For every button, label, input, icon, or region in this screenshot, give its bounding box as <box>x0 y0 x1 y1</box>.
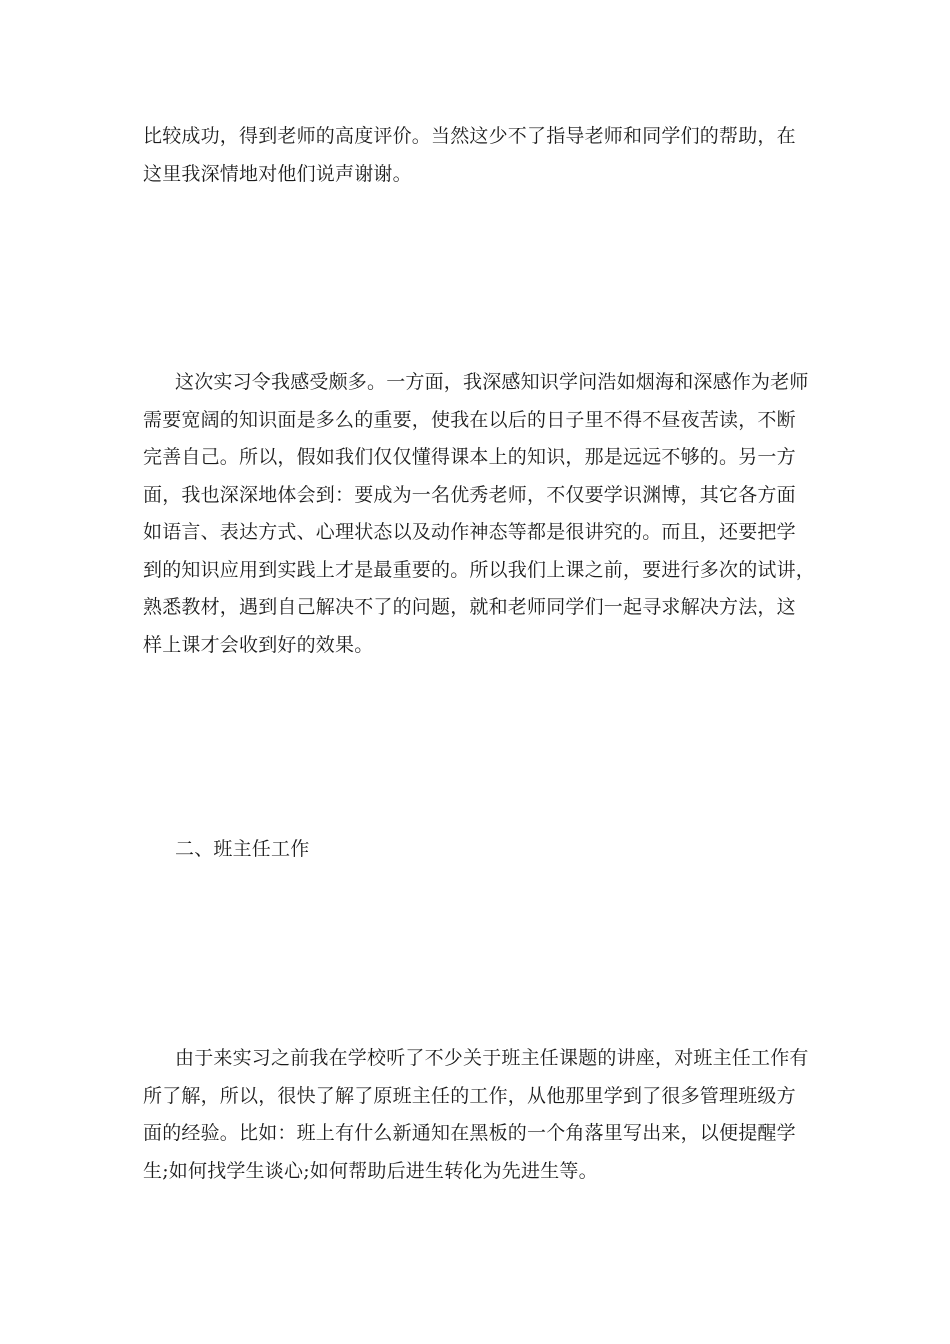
paragraph-line: 如语言、表达方式、心理状态以及动作神态等都是很讲究的。而且，还要把学 <box>143 521 796 543</box>
paragraph-3 <box>143 1040 811 1190</box>
paragraph-line: 样上课才会收到好的效果。 <box>143 633 374 656</box>
paragraph-1 <box>143 118 811 193</box>
paragraph-line: 比较成功，得到老师的高度评价。当然这少不了指导老师和同学们的帮助，在 <box>143 125 796 147</box>
paragraph-line: 所了解，所以，很快了解了原班主任的工作，从他那里学到了很多管理班级方 <box>143 1084 796 1107</box>
paragraph-line: 熟悉教材，遇到自己解决不了的问题，就和老师同学们一起寻求解决方法，这 <box>143 596 796 618</box>
paragraph-2 <box>143 364 816 664</box>
paragraph-line: 完善自己。所以，假如我们仅仅懂得课本上的知识，那是远远不够的。另一方 <box>143 446 796 468</box>
section-heading-text: 二、班主任工作 <box>175 838 310 860</box>
section-heading <box>143 831 811 869</box>
paragraph-line: 生;如何找学生谈心;如何帮助后进生转化为先进生等。 <box>143 1159 598 1182</box>
paragraph-line: 需要宽阔的知识面是多么的重要，使我在以后的日子里不得不昼夜苦读，不断 <box>143 408 796 431</box>
paragraph-line: 这里我深情地对他们说声谢谢。 <box>143 162 412 185</box>
paragraph-line: 到的知识应用到实践上才是最重要的。所以我们上课之前，要进行多次的试讲， <box>143 558 816 581</box>
paragraph-line: 面，我也深深地体会到：要成为一名优秀老师，不仅要学识渊博，其它各方面 <box>143 483 796 506</box>
paragraph-line: 由于来实习之前我在学校听了不少关于班主任课题的讲座，对班主任工作有 <box>175 1047 809 1069</box>
paragraph-line: 这次实习令我感受颇多。一方面，我深感知识学问浩如烟海和深感作为老师 <box>175 371 809 393</box>
paragraph-line: 面的经验。比如：班上有什么新通知在黑板的一个角落里写出来，以便提醒学 <box>143 1122 796 1144</box>
